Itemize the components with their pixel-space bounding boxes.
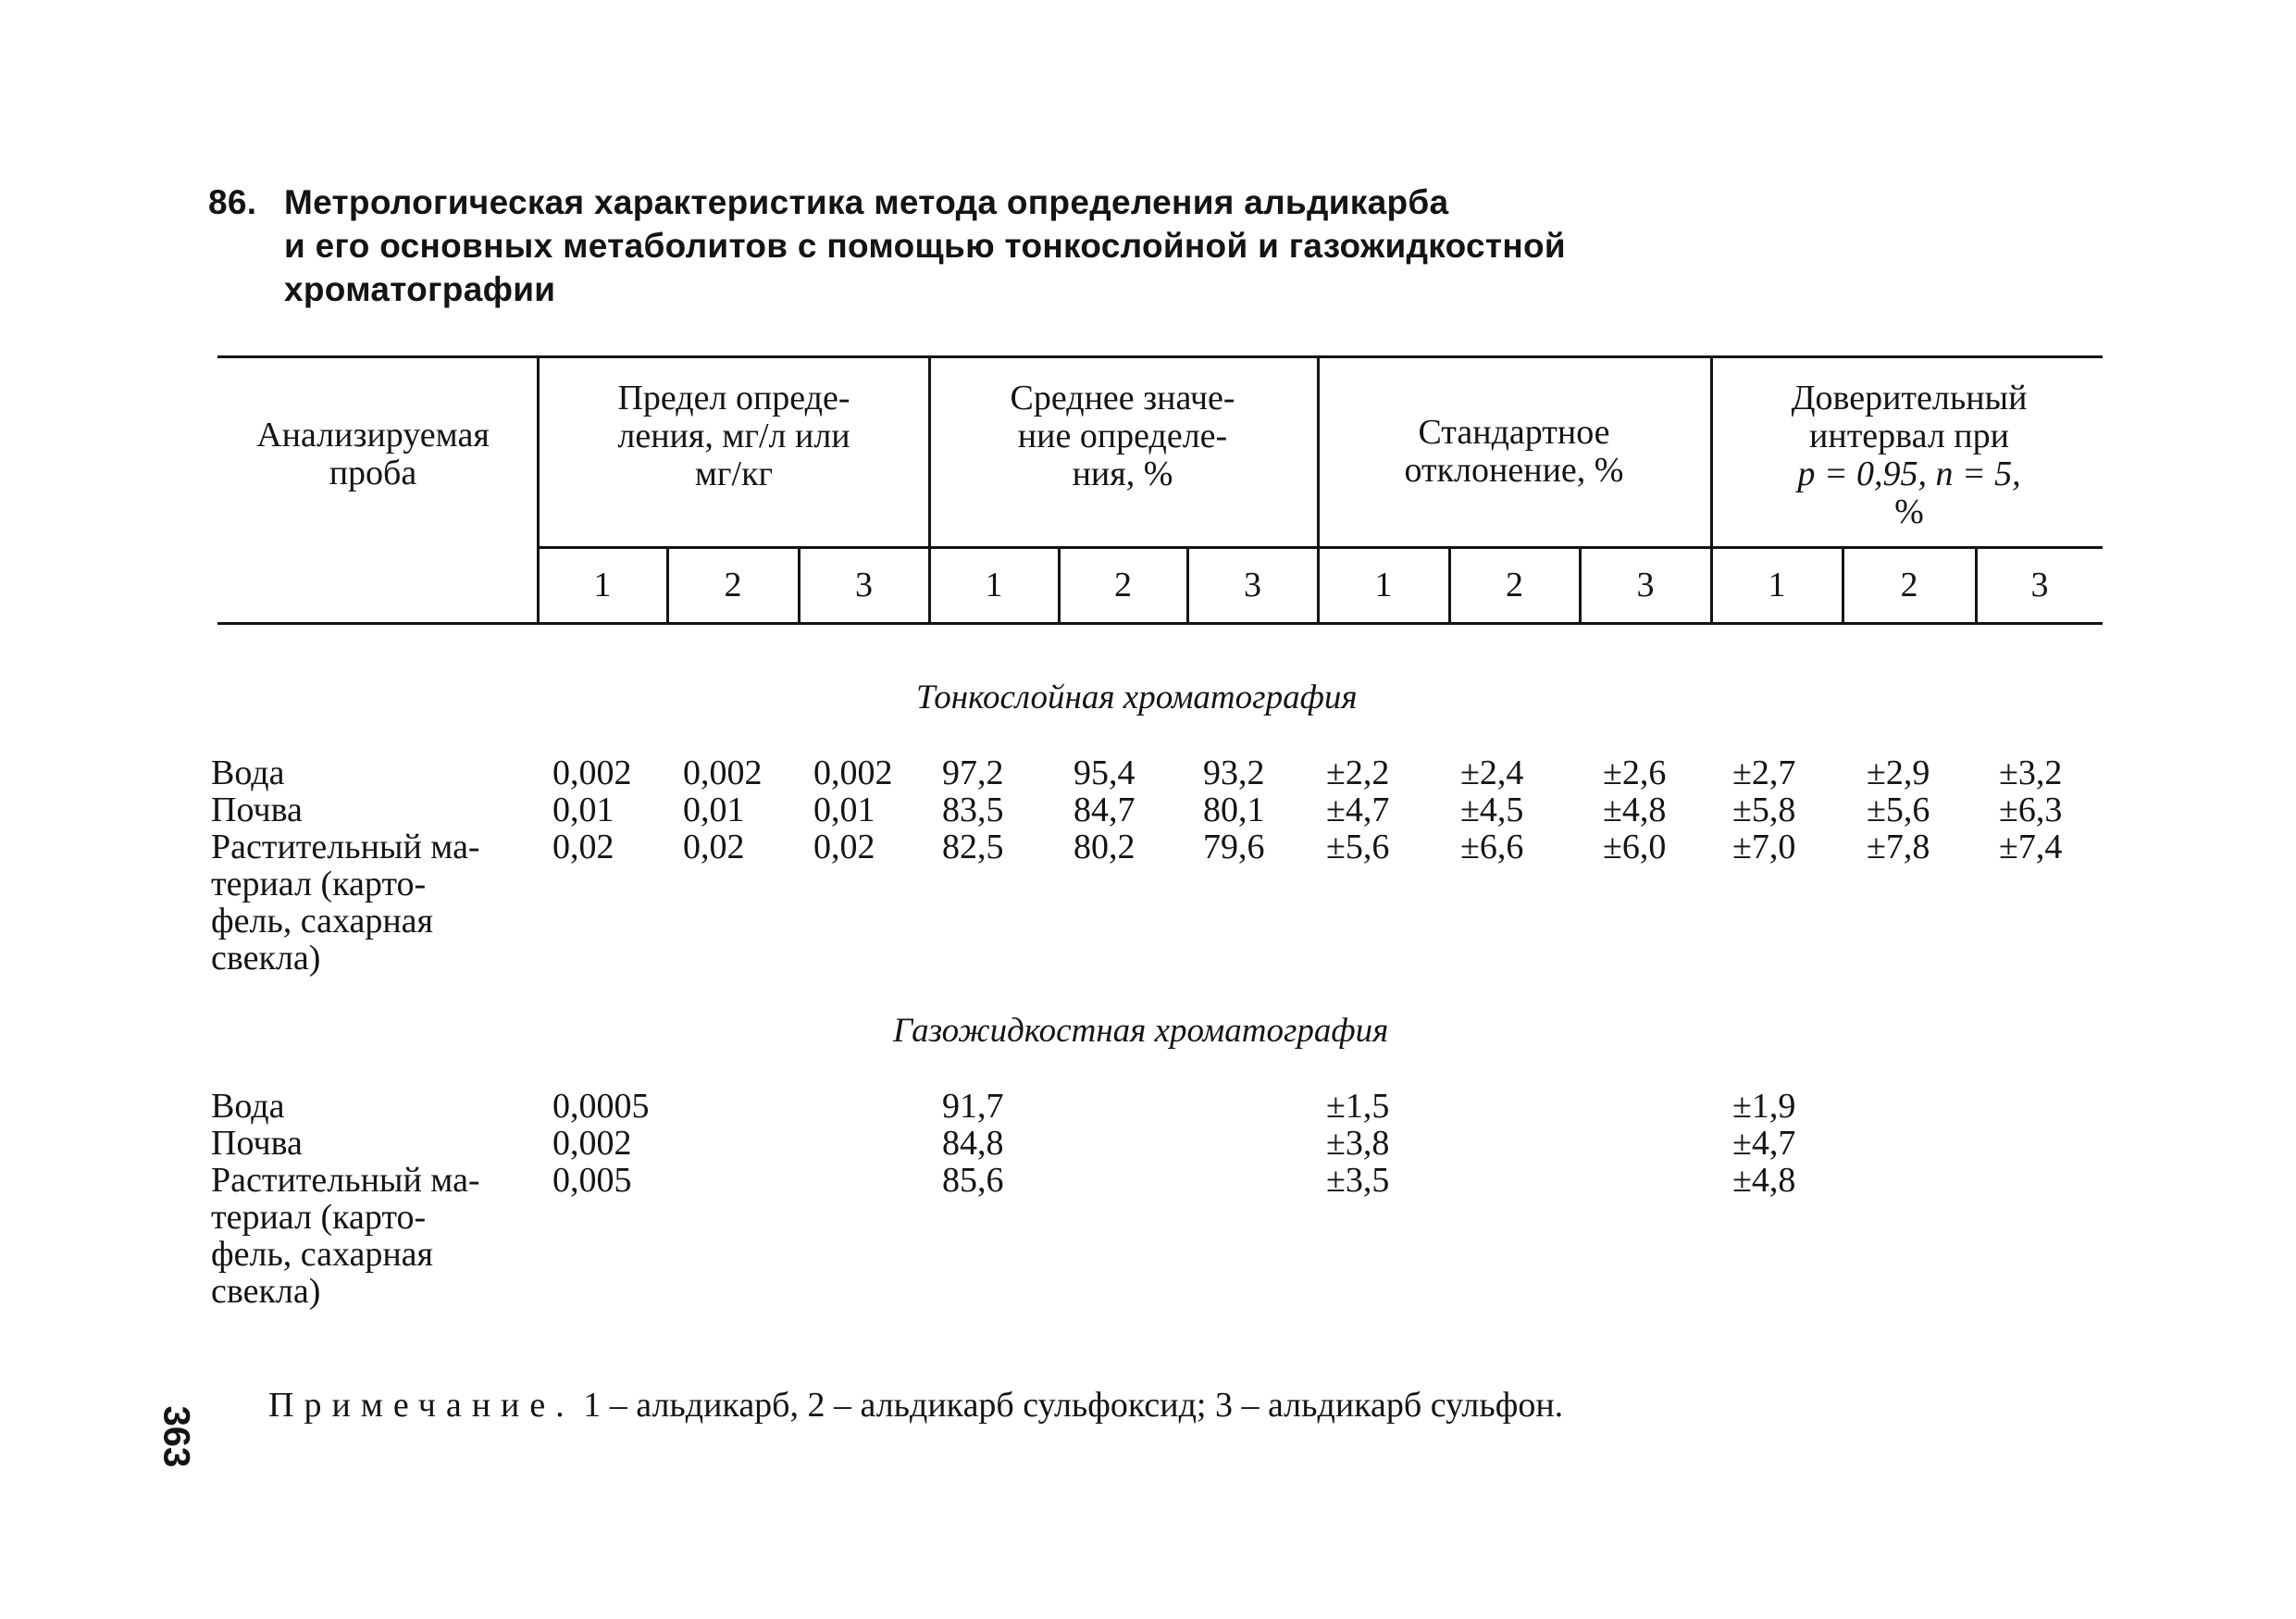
- value-cell: 0,02: [813, 828, 875, 866]
- value-cell: 0,005: [552, 1161, 632, 1200]
- column-number: 2: [1506, 566, 1523, 604]
- column-number: 1: [1374, 566, 1393, 604]
- column-number: 3: [1244, 566, 1261, 604]
- column-number-rule: [537, 546, 2103, 549]
- value-cell: ±3,2: [1999, 753, 2063, 792]
- value-cell: ±4,8: [1732, 1161, 1796, 1200]
- value-cell: ±5,6: [1867, 791, 1930, 829]
- column-number: 2: [724, 566, 742, 604]
- value-cell: ±3,5: [1326, 1161, 1390, 1200]
- sample-name: Растительный ма- териал (карто- фель, сахарная свекла): [211, 1161, 480, 1311]
- value-cell: 91,7: [942, 1087, 1004, 1126]
- section-caption: Газожидкостная хроматография: [893, 1012, 1389, 1050]
- column-number: 1: [593, 566, 612, 604]
- value-cell: 0,002: [552, 753, 632, 792]
- column-number: 2: [1900, 566, 1918, 604]
- value-cell: 0,002: [813, 753, 893, 792]
- value-cell: 93,2: [1203, 753, 1265, 792]
- value-cell: 0,01: [813, 791, 875, 829]
- column-number: 3: [2030, 566, 2049, 604]
- section-caption: Тонкослойная хроматография: [916, 679, 1358, 716]
- header-sample: Анализируемая проба: [256, 416, 490, 492]
- value-cell: 84,7: [1074, 791, 1136, 829]
- value-cell: ±2,9: [1867, 753, 1930, 792]
- value-cell: ±1,9: [1732, 1087, 1796, 1126]
- value-cell: ±7,0: [1732, 828, 1796, 866]
- value-cell: ±6,3: [1999, 791, 2063, 829]
- header-limit: Предел опреде- ления, мг/л или мг/кг: [617, 379, 850, 493]
- title-line: хроматографии: [284, 270, 556, 308]
- column-number: 1: [985, 566, 1003, 604]
- sample-name: Почва: [211, 1124, 303, 1163]
- value-cell: ±6,0: [1603, 828, 1667, 866]
- table-row: [0, 828, 2296, 978]
- sample-name: Вода: [211, 753, 285, 792]
- table-row: [0, 754, 2296, 791]
- value-cell: ±2,2: [1326, 753, 1390, 792]
- title-line: Метрологическая характеристика метода определения альдикарба: [284, 183, 1449, 221]
- table-row: [0, 791, 2296, 828]
- header-mean: Среднее значе- ние определе- ния, %: [1010, 379, 1235, 493]
- value-cell: ±4,7: [1732, 1124, 1796, 1163]
- sample-name: Вода: [211, 1087, 285, 1126]
- value-cell: ±2,7: [1732, 753, 1796, 792]
- value-cell: 0,02: [683, 828, 745, 866]
- note-text: 1 – альдикарб, 2 – альдикарб сульфоксид; 3 – альдикарб сульфон.: [574, 1386, 1564, 1425]
- sample-name: Растительный ма- териал (карто- фель, сахарная свекла): [211, 828, 480, 978]
- value-cell: ±4,5: [1460, 791, 1524, 829]
- value-cell: ±5,6: [1326, 828, 1390, 866]
- table-row: [0, 1088, 2296, 1125]
- value-cell: ±3,8: [1326, 1124, 1390, 1163]
- value-cell: 97,2: [942, 753, 1004, 792]
- table-top-rule: [217, 355, 2103, 358]
- value-cell: 84,8: [942, 1124, 1004, 1163]
- sample-name: Почва: [211, 791, 303, 829]
- value-cell: 0,002: [552, 1124, 632, 1163]
- table-title-text: [284, 181, 1580, 311]
- header-confidence: Доверительный интервал при p = 0,95, n = 5, %: [1791, 379, 2028, 531]
- value-cell: ±2,4: [1460, 753, 1524, 792]
- note-label: Примечание.: [268, 1386, 575, 1425]
- value-cell: ±7,4: [1999, 828, 2063, 866]
- table-number: 86.: [208, 183, 257, 221]
- value-cell: 95,4: [1074, 753, 1136, 792]
- value-cell: ±5,8: [1732, 791, 1796, 829]
- value-cell: 0,0005: [552, 1087, 650, 1126]
- column-number: 3: [1636, 566, 1655, 604]
- value-cell: 80,2: [1074, 828, 1136, 866]
- value-cell: 0,002: [683, 753, 763, 792]
- value-cell: 83,5: [942, 791, 1004, 829]
- value-cell: 0,02: [552, 828, 614, 866]
- value-cell: 79,6: [1203, 828, 1265, 866]
- value-cell: 82,5: [942, 828, 1004, 866]
- table-row: [0, 1125, 2296, 1162]
- title-line: и его основных метаболитов с помощью тонкослойной и газожидкостной: [284, 227, 1566, 265]
- column-number: 2: [1114, 566, 1132, 604]
- value-cell: ±4,8: [1603, 791, 1667, 829]
- header-bottom-rule: [217, 622, 2103, 625]
- value-cell: 0,01: [683, 791, 745, 829]
- page-number: 363: [155, 1405, 197, 1468]
- table-note: [268, 1385, 1563, 1426]
- table-row: [0, 1161, 2296, 1311]
- value-cell: 0,01: [552, 791, 614, 829]
- value-cell: 85,6: [942, 1161, 1004, 1200]
- column-number: 3: [855, 566, 873, 604]
- value-cell: ±7,8: [1867, 828, 1930, 866]
- value-cell: 80,1: [1203, 791, 1265, 829]
- value-cell: ±4,7: [1326, 791, 1390, 829]
- value-cell: ±2,6: [1603, 753, 1667, 792]
- header-std: Стандартное отклонение, %: [1404, 413, 1624, 490]
- value-cell: ±6,6: [1460, 828, 1524, 866]
- value-cell: ±1,5: [1326, 1087, 1390, 1126]
- column-number: 1: [1768, 566, 1786, 604]
